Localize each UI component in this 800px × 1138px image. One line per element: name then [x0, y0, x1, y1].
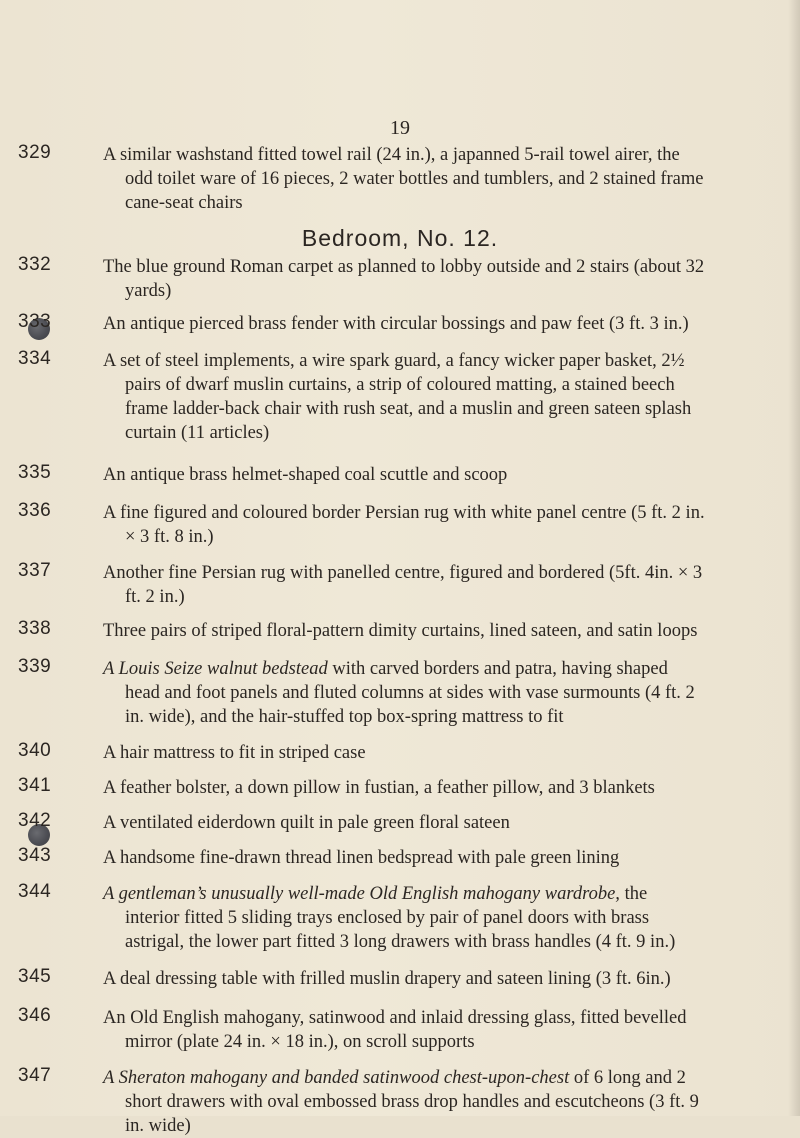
lot-description: A ventilated eiderdown quilt in pale green floral sateen — [103, 813, 510, 833]
lot-lead-title: A Louis Seize walnut bedstead — [103, 659, 328, 679]
lot-description — [103, 657, 705, 729]
lot-description: A similar washstand fitted towel rail (24 in.), a japanned 5-rail towel airer, the odd toilet ware of 16 pieces, 2 water bottles and tumblers, and 2 stained frame cane-seat chairs — [103, 145, 704, 213]
lot-number: 341 — [18, 775, 52, 796]
lot-lead-title: A Sheraton mahogany and banded satinwood chest-upon-chest — [103, 1068, 570, 1088]
lot-number: 329 — [18, 142, 52, 163]
lot-number: 335 — [18, 462, 52, 483]
lot-number: 338 — [18, 618, 52, 639]
lot-number: 332 — [18, 254, 52, 275]
lot-number: 339 — [18, 656, 52, 677]
lot-number: 337 — [18, 560, 52, 581]
lot-body-text: of 6 long and 2 short drawers with oval embossed brass drop handles and escutcheons (3 ft. 9 in. wide) — [125, 1068, 699, 1136]
lot-number: 343 — [18, 845, 52, 866]
lot-description: A fine figured and coloured border Persian rug with white panel centre (5 ft. 2 in. × 3 ft. 8 in.) — [103, 503, 705, 547]
lot-description: An antique pierced brass fender with circular bossings and paw feet (3 ft. 3 in.) — [103, 314, 689, 334]
lot-number: 345 — [18, 966, 52, 987]
section-heading: Bedroom, No. 12. — [301, 225, 499, 251]
lot-description: An Old English mahogany, satinwood and inlaid dressing glass, fitted bevelled mirror (plate 24 in. × 18 in.), on scroll supports — [103, 1008, 687, 1052]
lot-description: A handsome fine-drawn thread linen bedspread with pale green lining — [103, 848, 620, 868]
lot-body-text: with carved borders and patra, having shaped head and foot panels and fluted columns at sides with vase surmounts (4 ft. 2 in. wide), and the hair-stuffed top box-spring mattress to fit — [125, 659, 695, 727]
lot-number: 342 — [18, 810, 52, 831]
lot-number: 333 — [18, 311, 52, 332]
lot-number: 346 — [18, 1005, 52, 1026]
lot-lead-title: A gentleman’s unusually well-made Old English mahogany wardrobe, — [103, 884, 620, 904]
page-number: 19 — [390, 117, 410, 139]
lot-description: An antique brass helmet-shaped coal scuttle and scoop — [103, 465, 508, 485]
page-edge-shadow — [788, 0, 800, 1116]
lot-number: 347 — [18, 1065, 52, 1086]
lot-description: Three pairs of striped floral-pattern dimity curtains, lined sateen, and satin loops — [103, 621, 698, 641]
lot-description: A feather bolster, a down pillow in fustian, a feather pillow, and 3 blankets — [103, 778, 655, 798]
lot-body-text: the interior fitted 5 sliding trays enclosed by pair of panel doors with brass astrigal, the lower part fitted 3 long drawers with brass handles (4 ft. 9 in.) — [125, 884, 676, 952]
lot-number: 334 — [18, 348, 52, 369]
lot-number: 344 — [18, 881, 52, 902]
lot-description: A deal dressing table with frilled muslin drapery and sateen lining (3 ft. 6in.) — [103, 969, 671, 989]
lot-description: A set of steel implements, a wire spark guard, a fancy wicker paper basket, 2½ pairs of dwarf muslin curtains, a strip of coloured matting, a stained beech frame ladder-back chair with rush seat, and a muslin and green sateen splash curtain (11 articles) — [103, 351, 692, 443]
lot-description: Another fine Persian rug with panelled centre, figured and bordered (5ft. 4in. × 3 ft. 2 in.) — [103, 563, 703, 607]
lot-number: 336 — [18, 500, 52, 521]
lot-number: 340 — [18, 740, 52, 761]
lot-description — [103, 1066, 705, 1138]
lot-description: A hair mattress to fit in striped case — [103, 743, 366, 763]
lot-description — [103, 882, 705, 954]
lot-description: The blue ground Roman carpet as planned to lobby outside and 2 stairs (about 32 yards) — [103, 257, 705, 301]
